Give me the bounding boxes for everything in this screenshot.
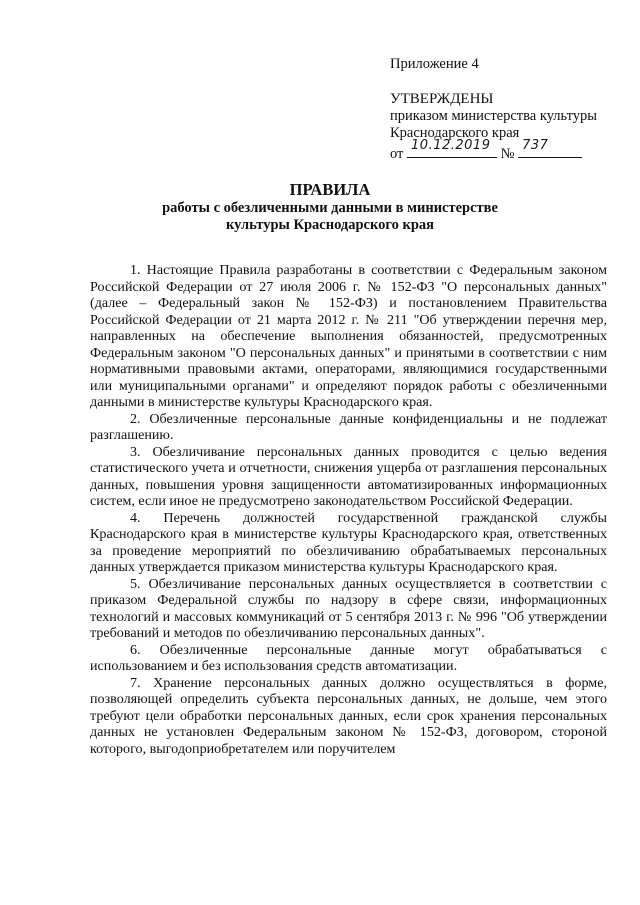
paragraph-3: 3. Обезличивание персональных данных проводится с целью ведения статистического учета и отчетности, снижения ущерба от разглашения персональных данных, повышения уровня защищенности автоматизированных информационных систем, если иное не предусмотрено законодательством Российской Федерации.	[90, 443, 607, 509]
date-prefix: от	[390, 146, 404, 162]
number-prefix: №	[500, 146, 515, 162]
document-body	[90, 262, 607, 757]
approval-line-1: приказом министерства культуры	[390, 108, 597, 124]
order-date-number	[390, 138, 630, 163]
approval-block	[390, 56, 630, 163]
title-block	[60, 180, 600, 234]
paragraph-7: 7. Хранение персональных данных должно осуществляться в форме, позволяющей определить субъекта персональных данных, не дольше, чем этого требуют цели обработки персональных данных, если срок хранения персональных данных не установлен Федеральным законом № 152-ФЗ, договором, стороной которого, выгодоприобретателем или поручителем	[90, 674, 607, 757]
document-subtitle-line-2: культуры Краснодарского края	[225, 217, 435, 233]
number-field	[518, 138, 582, 158]
paragraph-5: 5. Обезличивание персональных данных осуществляется в соответствии с приказом Федеральной службы по надзору в сфере связи, информационных технологий и массовых коммуникаций от 5 сентября 2013 г. № 996 "Об утверждении требований и методов по обезличиванию персональных данных".	[90, 575, 607, 641]
handwritten-date: 10.12.2019	[411, 138, 491, 153]
approval-line-2: Краснодарского края	[390, 125, 520, 141]
paragraph-6: 6. Обезличенные персональные данные могут обрабатываться с использованием и без использования средств автоматизации.	[90, 641, 607, 674]
document-title: ПРАВИЛА	[289, 180, 371, 199]
paragraph-1: 1. Настоящие Правила разработаны в соответствии с Федеральным законом Российской Федерации от 27 июля 2006 г. № 152-ФЗ "О персональных данных" (далее – Федеральный закон № 152-ФЗ) и постановлением Правительства Российской Федерации от 21 марта 2012 г. № 211 "Об утверждении перечня мер, направленных на обеспечение выполнения обязанностей, предусмотренных Федеральным законом "О персональных данных" и принятыми в соответствии с ним нормативными правовыми актами, операторами, являющимися государственными или муниципальными органами" и определяют порядок работы с обезличенными данными в министерстве культуры Краснодарского края.	[90, 262, 607, 410]
date-field	[407, 138, 497, 158]
paragraph-2: 2. Обезличенные персональные данные конфиденциальны и не подлежат разглашению.	[90, 410, 607, 443]
paragraph-4: 4. Перечень должностей государственной гражданской службы Краснодарского края в министерстве культуры Краснодарского края, ответственных за проведение мероприятий по обезличиванию обрабатываемых персональных данных утверждается приказом министерства культуры Краснодарского края.	[90, 509, 607, 575]
appendix-label: Приложение 4	[390, 56, 479, 72]
document-subtitle-line-1: работы с обезличенными данными в министерстве	[162, 200, 498, 216]
approved-heading: УТВЕРЖДЕНЫ	[390, 91, 494, 107]
handwritten-number: 737	[522, 138, 549, 153]
